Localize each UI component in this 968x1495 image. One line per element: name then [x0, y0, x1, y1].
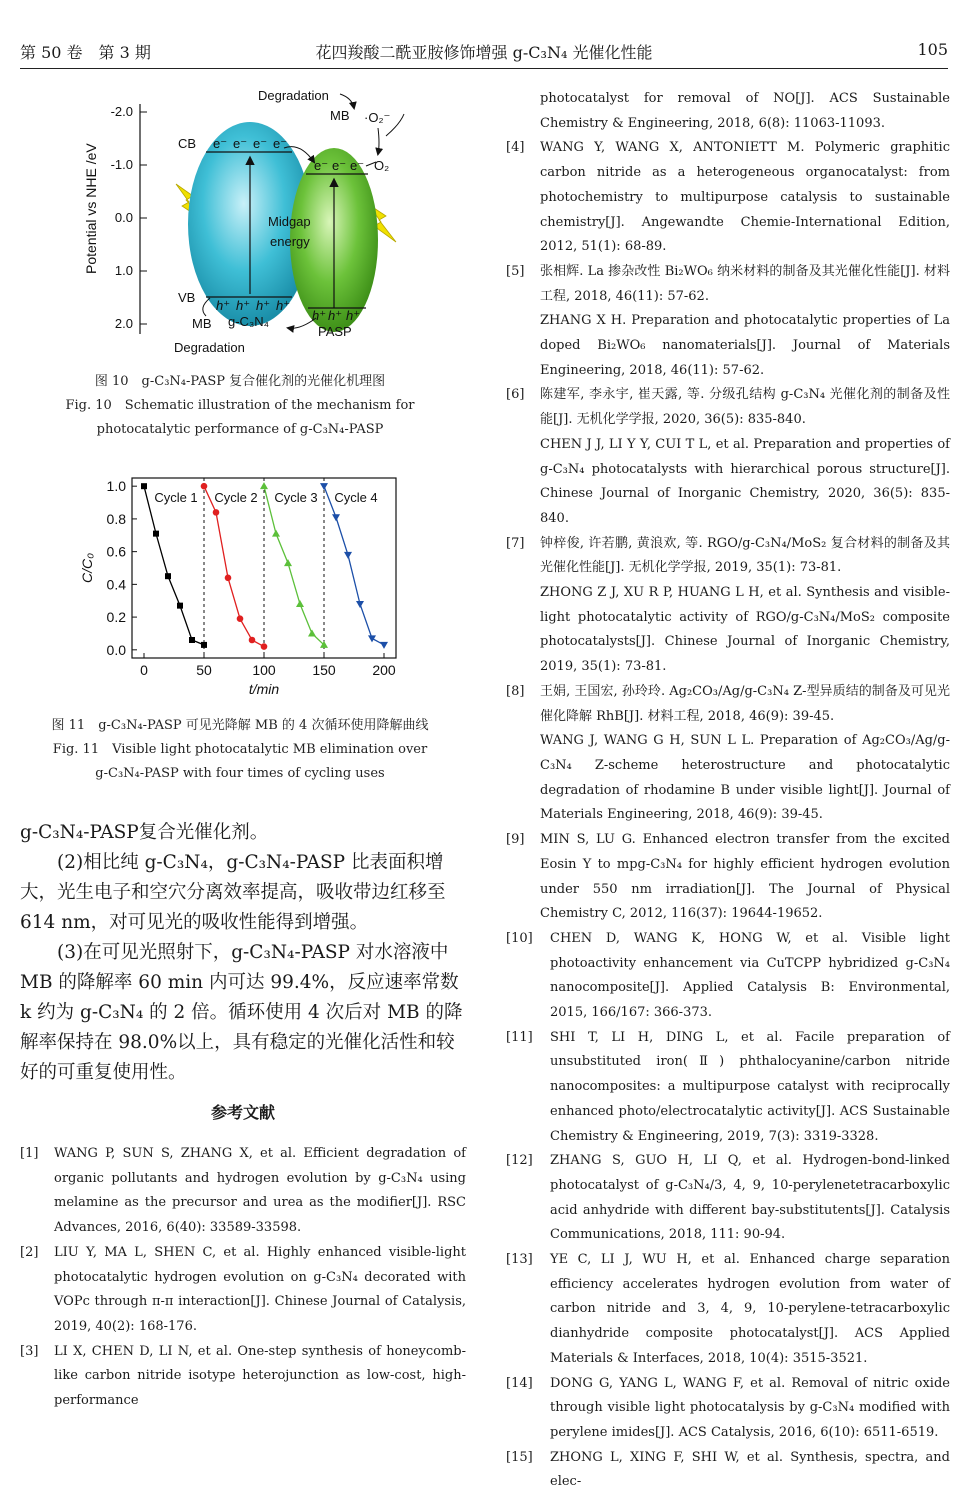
- fig10-ytick: 1.0: [114, 263, 133, 278]
- reference-item: [506, 532, 950, 680]
- running-title: 花四羧酸二酰亚胺修饰增强 g-C₃N₄ 光催化性能: [315, 43, 653, 62]
- reference-text-en: WANG J, WANG G H, SUN L L. Preparation of Ag₂CO₃/Ag/g-C₃N₄ Z-scheme heterostructure and photocatalytic degradation of rhodamine B under visible light[J]. Journal of Materials Engineering, 2018, 46(9): 39-45.: [540, 733, 950, 823]
- fig10-electron: e⁻: [213, 136, 228, 151]
- fig10-ytick: -1.0: [110, 157, 133, 172]
- data-point: [356, 601, 364, 608]
- series-label: Cycle 4: [334, 490, 378, 505]
- reference-item: [20, 1340, 466, 1414]
- y-tick-label: 0.0: [106, 641, 126, 658]
- y-tick-label: 0.4: [106, 576, 126, 593]
- reference-continuation: [506, 87, 950, 136]
- fig10-yaxis-label: Potential vs NHE /eV: [83, 143, 99, 274]
- reference-item: [506, 927, 950, 1026]
- series-label: Cycle 2: [214, 490, 258, 505]
- fig10-electron: e⁻: [350, 158, 365, 173]
- caption-en: photocatalytic performance of g-C₃N₄-PASP: [96, 422, 384, 437]
- reference-text: 张相辉. La 掺杂改性 Bi₂WO₆ 纳米材料的制备及其光催化性能[J]. 材料工程, 2018, 46(11): 57-62.: [540, 263, 950, 304]
- series-line: [264, 486, 324, 645]
- fig10-vb: VB: [178, 290, 196, 305]
- reference-number: [12]: [506, 1153, 533, 1169]
- x-tick-label: 50: [196, 662, 212, 678]
- references-right-column: [506, 87, 950, 1495]
- data-point: [260, 482, 268, 489]
- reference-number: [8]: [506, 683, 525, 699]
- caption-en: g-C₃N₄-PASP with four times of cycling uses: [95, 766, 385, 781]
- reference-item: [506, 136, 950, 260]
- fig10-pasp-label: PASP: [318, 324, 352, 339]
- y-tick-label: 1.0: [106, 478, 126, 495]
- fig10-hole: h⁺: [346, 308, 361, 323]
- reference-text: SHI T, LI H, DING L, et al. Facile preparation of unsubstituted iron(Ⅱ) phthalocyanine/carbon nitride nanocomposites: a multipurpose catalyst with reciprocally enhanced photo/electrocatalytic activity[J]. ACS Sustainable Chemistry & Engineering, 2019, 7(3): 3319-3328.: [550, 1029, 950, 1144]
- reference-number: [10]: [506, 930, 533, 946]
- reference-text: DONG G, YANG L, WANG F, et al. Removal of nitric oxide through visible light photocatalysis by g-C₃N₄ modified with perylene imides[J]. ACS Catalysis, 2016, 6(10): 6511-6519.: [550, 1375, 950, 1440]
- fig10-degradation-top: Degradation: [258, 88, 329, 103]
- fig10-mb-bottom: MB: [192, 316, 212, 331]
- data-point: [308, 629, 316, 636]
- reference-item: [506, 383, 950, 531]
- caption-cn: 图 10 g-C₃N₄-PASP 复合催化剂的光催化机理图: [94, 374, 386, 389]
- reference-number: [4]: [506, 140, 525, 156]
- paragraph: (2)相比纯 g-C₃N₄，g-C₃N₄-PASP 比表面积增大，光生电子和空穴分离效率提高，吸收带边红移至 614 nm，对可见光的吸收性能得到增强。: [20, 852, 446, 933]
- data-point: [189, 637, 195, 643]
- fig10-o2-radical: ·O₂⁻: [364, 110, 391, 125]
- fig10-hole: h⁺: [328, 308, 343, 323]
- data-point: [344, 552, 352, 559]
- reference-text: WANG Y, WANG X, ANTONIETT M. Polymeric graphitic carbon nitride as a heterogeneous organocatalyst: from photochemistry to multipurpose catalysis to sustainable chemistry[J]. Angewandte Chemie-International Edition, 2012, 51(1): 68-89.: [540, 140, 950, 255]
- reference-number: [11]: [506, 1029, 533, 1045]
- caption-en: Fig. 11 Visible light photocatalytic MB elimination over: [52, 742, 428, 757]
- reference-text: 钟梓俊, 许若鹏, 黄浪欢, 等. RGO/g-C₃N₄/MoS₂ 复合材料的制备及其光催化性能[J]. 无机化学学报, 2019, 35(1): 73-81.: [540, 535, 950, 576]
- data-point: [153, 531, 159, 537]
- reference-item: [506, 1149, 950, 1248]
- data-point: [225, 575, 232, 582]
- series-line: [324, 486, 384, 645]
- fig10-hole: h⁺: [236, 298, 251, 313]
- reference-text: 陈建军, 李永宇, 崔天露, 等. 分级孔结构 g-C₃N₄ 光催化剂的制备及性能[J]. 无机化学学报, 2020, 36(5): 835-840.: [540, 387, 950, 428]
- y-tick-label: 0.6: [106, 543, 126, 560]
- data-point: [368, 635, 376, 642]
- data-point: [296, 600, 304, 607]
- reference-item: [20, 1241, 466, 1340]
- fig10-electron: e⁻: [273, 136, 288, 151]
- series-line: [144, 486, 204, 645]
- reference-number: [9]: [506, 832, 525, 848]
- paragraph: g-C₃N₄-PASP复合光催化剂。: [20, 822, 269, 843]
- data-point: [201, 642, 207, 648]
- reference-text: ZHANG S, GUO H, LI Q, et al. Hydrogen-bond-linked photocatalyst of g-C₃N₄/3, 4, 9, 10-perylenetetracarboxylic acid anhydride with different bay-substitutents[J]. Catalysis Communications, 2018, 111: 90-94.: [550, 1153, 950, 1243]
- reference-text-en: ZHANG X H. Preparation and photocatalytic properties of La doped Bi₂WO₆ nanomaterials[J]. Journal of Materials Engineering, 2018, 46(11): 57-62.: [540, 313, 950, 378]
- reference-item: [506, 1026, 950, 1150]
- running-header: [20, 30, 948, 70]
- reference-text: LI X, CHEN D, LI N, et al. One-step synthesis of honeycomb-like carbon nitride isotype heterojunction as low-cost, high-performance: [54, 1343, 466, 1409]
- reference-text: ZHONG L, XING F, SHI W, et al. Synthesis, spectra, and elec-: [550, 1449, 950, 1490]
- journal-volume: 第 50 卷 第 3 期: [20, 43, 151, 62]
- figure-10-caption: [20, 370, 460, 442]
- x-tick-label: 0: [140, 662, 148, 678]
- page-number: 105: [917, 40, 948, 59]
- fig10-hole: h⁺: [312, 308, 327, 323]
- data-point: [261, 643, 268, 650]
- fig10-hole: h⁺: [216, 298, 231, 313]
- fig10-mb-top: MB: [330, 108, 350, 123]
- series-label: Cycle 3: [274, 490, 318, 505]
- fig10-ytick: 0.0: [114, 210, 133, 225]
- reference-item: [506, 1446, 950, 1495]
- data-point: [272, 530, 280, 537]
- reference-number: [1]: [20, 1146, 39, 1161]
- y-tick-label: 0.8: [106, 510, 126, 527]
- data-point: [332, 514, 340, 521]
- reference-item: [506, 680, 950, 828]
- y-tick-label: 0.2: [106, 609, 126, 626]
- data-point: [249, 637, 256, 644]
- references-heading: 参考文献: [210, 1103, 275, 1122]
- references-left-column: [20, 1142, 466, 1414]
- reference-number: [13]: [506, 1252, 533, 1268]
- x-tick-label: 200: [372, 662, 396, 678]
- x-axis-label: t/min: [248, 681, 280, 697]
- data-point: [165, 573, 171, 579]
- caption-en: Fig. 10 Schematic illustration of the mechanism for: [65, 398, 415, 413]
- y-axis-label: C/C₀: [79, 552, 95, 584]
- fig10-electron: e⁻: [332, 158, 347, 173]
- data-point: [213, 509, 220, 516]
- reference-item: [506, 1248, 950, 1372]
- fig10-energy: energy: [270, 234, 310, 249]
- header-rule: [20, 68, 948, 69]
- data-point: [201, 483, 208, 490]
- fig10-electron: e⁻: [253, 136, 268, 151]
- fig10-electron: e⁻: [314, 158, 329, 173]
- x-tick-label: 150: [312, 662, 336, 678]
- reference-number: [5]: [506, 263, 525, 279]
- data-point: [177, 603, 183, 609]
- reference-text: photocatalyst for removal of NO[J]. ACS Sustainable Chemistry & Engineering, 2018, 6(8): 11063-11093.: [540, 91, 950, 131]
- figure-10-mechanism: [78, 84, 418, 360]
- data-point: [320, 483, 328, 490]
- fig10-gcn-label: g-C₃N₄: [228, 314, 269, 329]
- reference-number: [2]: [20, 1244, 39, 1260]
- series-line: [204, 486, 264, 646]
- reference-text: YE C, LI J, WU H, et al. Enhanced charge separation efficiency accelerates hydrogen evolution from water of carbon nitride and 3, 4, 9, 10-perylene-tetracarboxylic dianhydride composite photocatalyst[J]. ACS Applied Materials & Interfaces, 2018, 10(4): 3515-3521.: [550, 1252, 950, 1366]
- reference-number: [14]: [506, 1375, 533, 1391]
- x-tick-label: 100: [252, 662, 276, 678]
- reference-text: CHEN D, WANG K, HONG W, et al. Visible light photoactivity enhancement via CuTCPP hybridized g-C₃N₄ nanocomposite[J]. Applied Catalysis B: Environmental, 2015, 166/167: 366-373.: [550, 930, 950, 1021]
- series-label: Cycle 1: [154, 490, 198, 505]
- fig10-ytick: -2.0: [110, 104, 133, 119]
- reference-item: [506, 260, 950, 384]
- fig10-o2: O₂: [374, 158, 390, 173]
- reference-text: 王娟, 王国宏, 孙玲玲. Ag₂CO₃/Ag/g-C₃N₄ Z-型异质结的制备及可见光催化降解 RhB[J]. 材料工程, 2018, 46(9): 39-45.: [540, 683, 950, 724]
- fig10-ytick: 2.0: [114, 316, 133, 331]
- conclusion-text: [20, 818, 466, 1088]
- data-point: [284, 559, 292, 566]
- fig10-hole: h⁺: [256, 298, 271, 313]
- data-point: [380, 642, 388, 649]
- data-point: [237, 615, 244, 622]
- reference-text-en: ZHONG Z J, XU R P, HUANG L H, et al. Synthesis and visible-light photocatalytic activity of RGO/g-C₃N₄/MoS₂ composite photocatalysts[J]. Chinese Journal of Inorganic Chemistry, 2019, 35(1): 73-81.: [540, 585, 950, 675]
- fig10-degradation-bottom: Degradation: [174, 340, 245, 355]
- reference-text: LIU Y, MA L, SHEN C, et al. Highly enhanced visible-light photocatalytic hydrogen evolution on g-C₃N₄ decorated with VOPc through π-π interaction[J]. Chinese Journal of Catalysis, 2019, 40(2): 168-176.: [54, 1244, 466, 1334]
- figure-11-chart: [70, 470, 410, 708]
- reference-number: [15]: [506, 1449, 533, 1465]
- reference-item: [20, 1142, 466, 1241]
- fig10-cb: CB: [178, 136, 197, 151]
- paragraph: (3)在可见光照射下，g-C₃N₄-PASP 对水溶液中 MB 的降解率 60 min 内可达 99.4%，反应速率常数 k 约为 g-C₃N₄ 的 2 倍。循环使用 4 次后对 MB 的降解率保持在 98.0%以上，具有稳定的光催化活性和较好的可重复使用性。: [20, 942, 463, 1083]
- fig10-hole: h⁺: [276, 298, 291, 313]
- data-point: [141, 483, 147, 489]
- reference-number: [7]: [506, 535, 525, 551]
- reference-number: [3]: [20, 1343, 39, 1359]
- fig10-midgap: Midgap: [268, 214, 311, 229]
- caption-cn: 图 11 g-C₃N₄-PASP 可见光降解 MB 的 4 次循环使用降解曲线: [51, 718, 429, 733]
- figure-11-caption: [20, 714, 460, 786]
- reference-number: [6]: [506, 387, 525, 403]
- reference-text: MIN S, LU G. Enhanced electron transfer from the excited Eosin Y to mpg-C₃N₄ for highly efficient hydrogen evolution under 550 nm irradiation[J]. The Journal of Physical Chemistry C, 2012, 116(37): 19644-19652.: [540, 832, 950, 922]
- reference-text-en: CHEN J J, LI Y Y, CUI T L, et al. Preparation and properties of g-C₃N₄ photocatalysts with hierarchical porous structure[J]. Chinese Journal of Inorganic Chemistry, 2020, 36(5): 835-840.: [540, 436, 950, 526]
- fig10-electron: e⁻: [233, 136, 248, 151]
- reference-text: WANG P, SUN S, ZHANG X, et al. Efficient degradation of organic pollutants and hydrogen evolution by g-C₃N₄ using melamine as the precursor and urea as the modifier[J]. RSC Advances, 2016, 6(40): 33589-33598.: [54, 1146, 466, 1236]
- reference-item: [506, 828, 950, 927]
